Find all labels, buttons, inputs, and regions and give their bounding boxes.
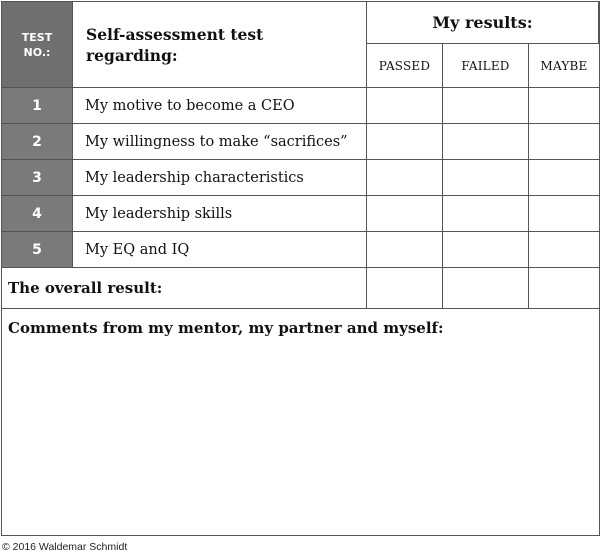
passed-column-header bbox=[367, 44, 443, 88]
comments-field[interactable] bbox=[8, 337, 593, 517]
row-passed-cell[interactable] bbox=[367, 124, 443, 160]
row-number bbox=[2, 88, 73, 124]
overall-maybe-cell[interactable] bbox=[529, 268, 599, 309]
test-no-header bbox=[2, 2, 73, 88]
row-number bbox=[2, 160, 73, 196]
row-topic-text: My EQ and IQ bbox=[85, 241, 190, 258]
row-failed-cell[interactable] bbox=[443, 88, 529, 124]
row-number-text: 1 bbox=[32, 97, 42, 114]
row-passed-cell[interactable] bbox=[367, 196, 443, 232]
row-number-text: 3 bbox=[32, 169, 42, 186]
overall-result-label bbox=[2, 268, 367, 309]
row-topic bbox=[73, 196, 367, 232]
row-topic bbox=[73, 124, 367, 160]
row-topic bbox=[73, 232, 367, 268]
row-passed-cell[interactable] bbox=[367, 160, 443, 196]
row-topic-text: My willingness to make “sacrifices” bbox=[85, 133, 348, 150]
row-maybe-cell[interactable] bbox=[529, 88, 599, 124]
topic-header-label: Self-assessment test regarding: bbox=[86, 24, 264, 65]
overall-failed-cell[interactable] bbox=[443, 268, 529, 309]
test-no-label-line2: NO.: bbox=[23, 45, 51, 59]
row-number-text: 5 bbox=[32, 241, 42, 258]
row-maybe-cell[interactable] bbox=[529, 124, 599, 160]
row-passed-cell[interactable] bbox=[367, 88, 443, 124]
overall-result-text: The overall result: bbox=[8, 279, 163, 297]
row-topic bbox=[73, 160, 367, 196]
row-maybe-cell[interactable] bbox=[529, 160, 599, 196]
comments-box[interactable] bbox=[2, 309, 599, 534]
row-number bbox=[2, 232, 73, 268]
row-failed-cell[interactable] bbox=[443, 160, 529, 196]
row-topic-text: My leadership skills bbox=[85, 205, 233, 222]
row-topic bbox=[73, 88, 367, 124]
row-failed-cell[interactable] bbox=[443, 232, 529, 268]
row-topic-text: My motive to become a CEO bbox=[85, 97, 295, 114]
row-maybe-cell[interactable] bbox=[529, 196, 599, 232]
row-failed-cell[interactable] bbox=[443, 124, 529, 160]
failed-label: FAILED bbox=[461, 58, 510, 73]
row-passed-cell[interactable] bbox=[367, 232, 443, 268]
passed-label: PASSED bbox=[378, 58, 431, 73]
results-header bbox=[367, 2, 599, 44]
row-number-text: 4 bbox=[32, 205, 42, 222]
row-topic-text: My leadership characteristics bbox=[85, 169, 304, 186]
row-number bbox=[2, 124, 73, 160]
test-no-label-line1: TEST bbox=[21, 30, 53, 44]
self-assessment-table bbox=[1, 1, 600, 536]
results-header-label: My results: bbox=[432, 13, 533, 32]
row-failed-cell[interactable] bbox=[443, 196, 529, 232]
copyright-footer: © 2016 Waldemar Schmidt bbox=[2, 541, 128, 553]
maybe-column-header bbox=[529, 44, 599, 88]
failed-column-header bbox=[443, 44, 529, 88]
row-maybe-cell[interactable] bbox=[529, 232, 599, 268]
maybe-label: MAYBE bbox=[540, 58, 588, 73]
row-number bbox=[2, 196, 73, 232]
topic-header bbox=[73, 2, 367, 88]
overall-passed-cell[interactable] bbox=[367, 268, 443, 309]
row-number-text: 2 bbox=[32, 133, 42, 150]
comments-label: Comments from my mentor, my partner and myself: bbox=[8, 319, 444, 337]
